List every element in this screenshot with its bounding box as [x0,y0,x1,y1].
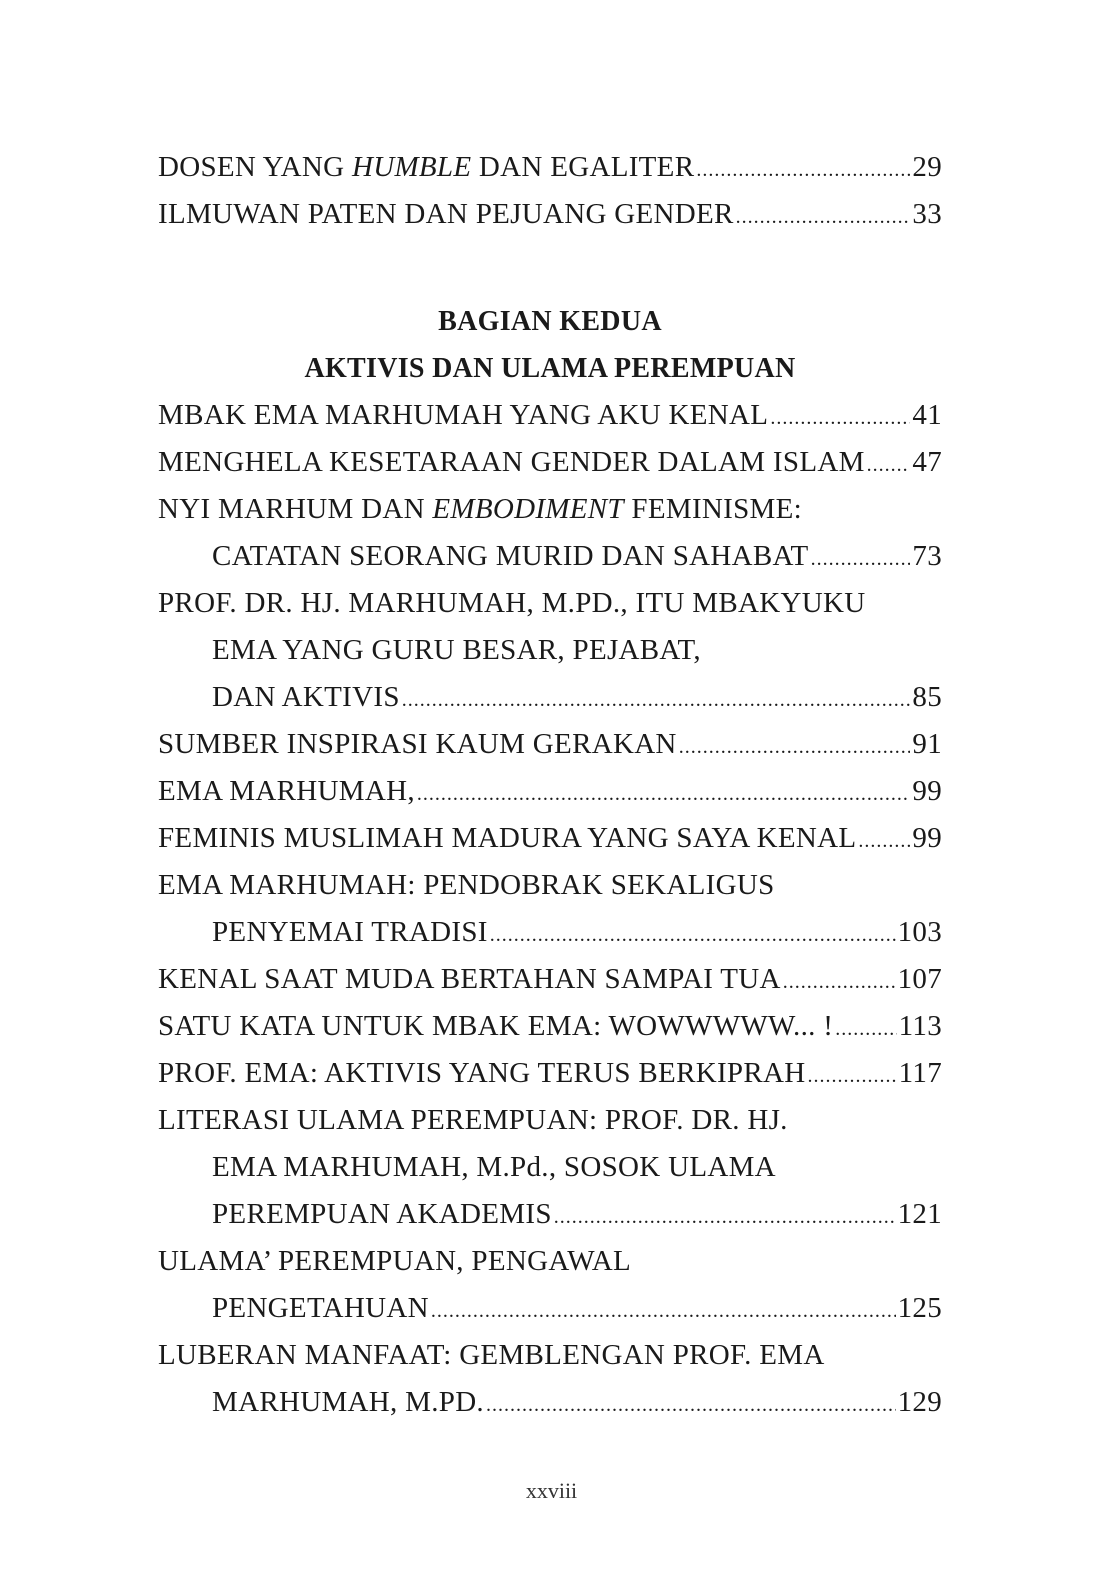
toc-entry [158,1191,942,1238]
dot-leader [770,395,910,442]
toc-entry [158,439,942,486]
toc-entry [158,768,942,815]
section-label: BAGIAN KEDUA [438,306,662,337]
toc-entry-page: 99 [912,822,942,854]
dot-leader [858,818,910,865]
table-of-contents [158,144,942,1426]
toc-entry-page: 85 [912,681,942,713]
dot-leader [490,912,896,959]
toc-entry-title: PEREMPUAN AKADEMIS [212,1198,552,1230]
toc-entry-title: MENGHELA KESETARAAN GENDER DALAM ISLAM [158,446,865,478]
dot-leader [783,959,896,1006]
dot-leader [486,1382,896,1429]
toc-entry-title: ULAMA’ PEREMPUAN, PENGAWAL [158,1245,631,1277]
toc-entry [158,956,942,1003]
toc-entry [158,674,942,721]
toc-entry-continued [158,1097,942,1144]
dot-leader [679,724,911,771]
toc-entry [158,533,942,580]
toc-entry-page: 129 [897,1386,942,1418]
dot-leader [696,147,910,194]
toc-entry-title: MARHUMAH, M.PD. [212,1386,484,1418]
toc-entry-page: 47 [912,446,942,478]
toc-entry [158,1285,942,1332]
toc-entry [158,191,942,238]
toc-entry-page: 41 [912,399,942,431]
dot-leader [431,1288,896,1335]
toc-entry-title: FEMINIS MUSLIMAH MADURA YANG SAYA KENAL [158,822,857,854]
toc-entry-title: KENAL SAAT MUDA BERTAHAN SAMPAI TUA [158,963,781,995]
toc-entry-page: 33 [912,198,942,230]
toc-entry-title: EMA MARHUMAH, M.Pd., SOSOK ULAMA [212,1151,776,1183]
toc-entry-continued [158,627,942,674]
toc-entry-page: 125 [897,1292,942,1324]
toc-entry-page: 99 [912,775,942,807]
toc-entry-continued [158,1238,942,1285]
toc-entry-page: 121 [897,1198,942,1230]
section-spacer [158,238,942,298]
toc-entry-page: 73 [912,540,942,572]
dot-leader [554,1194,896,1241]
toc-entry-title: DAN AKTIVIS [212,681,400,713]
toc-entry-page: 103 [897,916,942,948]
toc-entry-page: 113 [898,1010,942,1042]
dot-leader [807,1053,896,1100]
dot-leader [811,536,911,583]
toc-entry [158,1003,942,1050]
dot-leader [867,442,911,489]
toc-entry-title: LITERASI ULAMA PEREMPUAN: PROF. DR. HJ. [158,1104,788,1136]
toc-entry [158,144,942,191]
toc-entry-title: EMA YANG GURU BESAR, PEJABAT, [212,634,701,666]
toc-entry [158,1050,942,1097]
dot-leader [835,1006,896,1053]
toc-entry-title: SATU KATA UNTUK MBAK EMA: WOWWWWW... ! [158,1010,834,1042]
toc-entry-page: 91 [912,728,942,760]
toc-entry-title: PROF. EMA: AKTIVIS YANG TERUS BERKIPRAH [158,1057,806,1089]
toc-entry-title: PENYEMAI TRADISI [212,916,488,948]
toc-entry-page: 29 [912,151,942,183]
toc-entry-title: SUMBER INSPIRASI KAUM GERAKAN [158,728,677,760]
toc-entry [158,392,942,439]
toc-entry-title: EMA MARHUMAH, [158,775,415,807]
toc-entry-title: DOSEN YANG HUMBLE DAN EGALITER [158,151,695,183]
toc-entry-continued [158,1144,942,1191]
toc-entry-title: MBAK EMA MARHUMAH YANG AKU KENAL [158,399,769,431]
toc-entry [158,815,942,862]
toc-entry-title: PROF. DR. HJ. MARHUMAH, M.PD., ITU MBAKYUKU [158,587,866,619]
toc-entry-title: ILMUWAN PATEN DAN PEJUANG GENDER [158,198,734,230]
toc-entry [158,721,942,768]
toc-entry-continued [158,486,942,533]
toc-entry-title: NYI MARHUM DAN EMBODIMENT FEMINISME: [158,493,802,525]
dot-leader [736,194,911,241]
toc-entry-page: 117 [898,1057,942,1089]
dot-leader [402,677,911,724]
toc-entry-title: PENGETAHUAN [212,1292,429,1324]
toc-entry [158,909,942,956]
section-title: AKTIVIS DAN ULAMA PEREMPUAN [304,353,796,384]
toc-entry-page: 107 [897,963,942,995]
toc-entry-title: CATATAN SEORANG MURID DAN SAHABAT [212,540,809,572]
toc-entry-continued [158,580,942,627]
toc-entry [158,1379,942,1426]
page-number: xxviii [525,1478,578,1503]
toc-entry-continued [158,862,942,909]
toc-entry-continued [158,1332,942,1379]
dot-leader [417,771,911,818]
toc-entry-title: EMA MARHUMAH: PENDOBRAK SEKALIGUS [158,869,775,901]
toc-entry-title: LUBERAN MANFAAT: GEMBLENGAN PROF. EMA [158,1339,825,1371]
